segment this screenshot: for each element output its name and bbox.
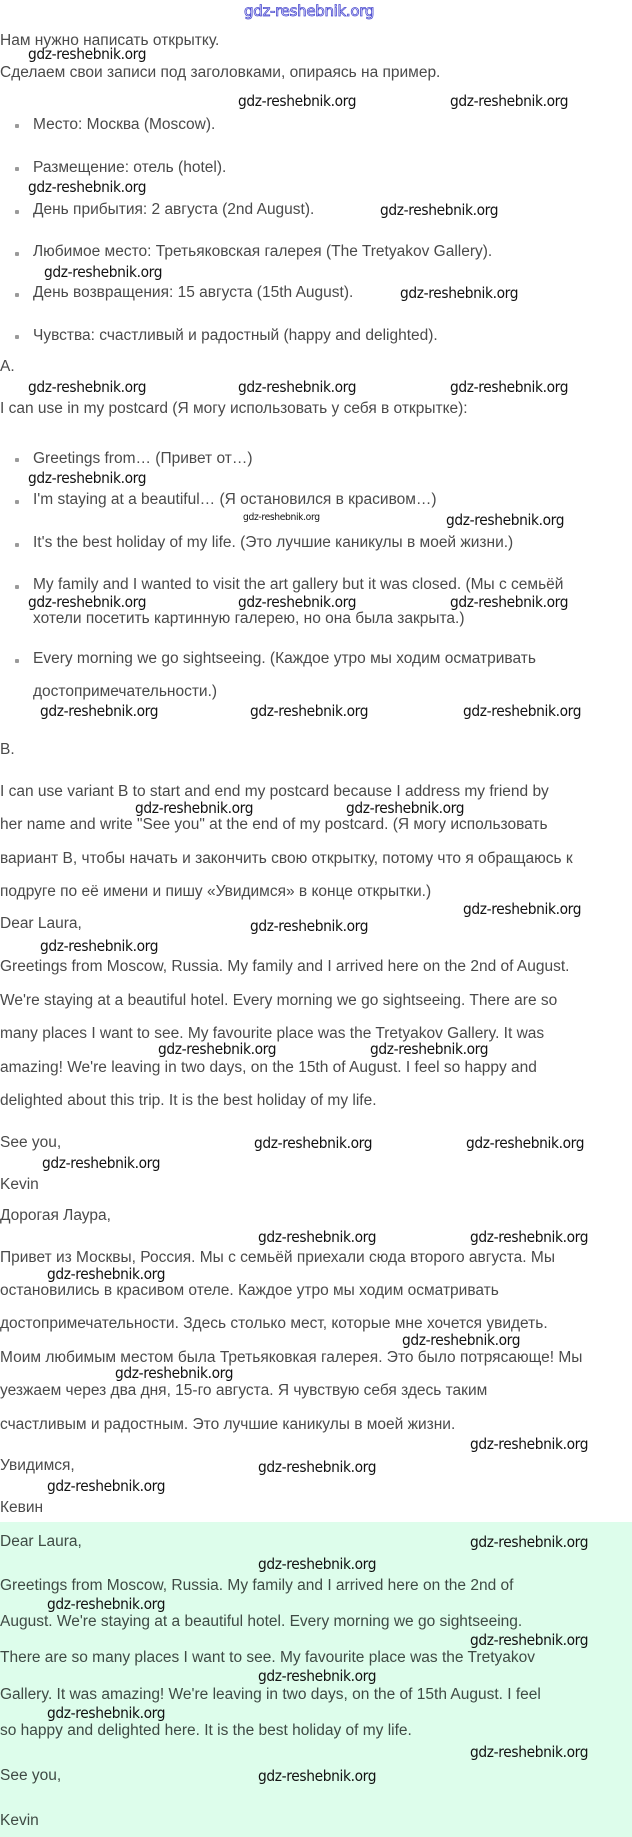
watermark-text: gdz-reshebnik.org [470, 1631, 589, 1649]
watermark-text: gdz-reshebnik.org [450, 378, 569, 396]
section-b-line: вариант В, чтобы начать и закончить свою открытку, потому что я обращаюсь к [0, 850, 573, 867]
watermark-text: gdz-reshebnik.org [28, 469, 147, 487]
watermark-text: gdz-reshebnik.org [47, 1704, 166, 1722]
note-item: Чувства: счастливый и радостный (happy and delighted). [33, 327, 438, 344]
model-body-line: August. We're staying at a beautiful hotel. Every morning we go sightseeing. [0, 1613, 523, 1630]
watermark-text: gdz-reshebnik.org [115, 1364, 234, 1382]
model-greeting: Dear Laura, [0, 1533, 82, 1550]
watermark-text: gdz-reshebnik.org [28, 45, 147, 63]
bullet-icon [15, 252, 19, 256]
section-a-label: A. [0, 358, 15, 375]
bullet-icon [15, 124, 19, 128]
watermark-text: gdz-reshebnik.org [250, 702, 369, 720]
watermark-text: gdz-reshebnik.org [470, 1435, 589, 1453]
phrase-item: I'm staying at a beautiful… (Я остановился в красивом…) [33, 491, 437, 508]
watermark-text: gdz-reshebnik.org [470, 1743, 589, 1761]
watermark-text: gdz-reshebnik.org [470, 1533, 589, 1551]
model-body-line: Greetings from Moscow, Russia. My family and I arrived here on the 2nd of [0, 1577, 514, 1594]
watermark-text: gdz-reshebnik.org [346, 799, 465, 817]
note-item: День возвращения: 15 августа (15th August). [33, 284, 354, 301]
watermark-text: gdz-reshebnik.org [238, 593, 357, 611]
watermark-text: gdz-reshebnik.org [463, 702, 582, 720]
watermark-text: gdz-reshebnik.org [28, 593, 147, 611]
section-b-line: подруге по её имени и пишу «Увидимся» в конце открытки.) [0, 883, 432, 900]
phrase-item-continued: достопримечательности.) [33, 683, 218, 700]
postcard-body-line: delighted about this trip. It is the best holiday of my life. [0, 1092, 377, 1109]
bullet-icon [15, 167, 19, 171]
postcard-body-line: Моим любимым местом была Третьяковкая галерея. Это было потрясающе! Мы [0, 1349, 583, 1366]
note-item: Любимое место: Третьяковская галерея (The Tretyakov Gallery). [33, 243, 493, 260]
postcard-body-line: Greetings from Moscow, Russia. My family and I arrived here on the 2nd of August. [0, 958, 570, 975]
watermark-text: gdz-reshebnik.org [47, 1265, 166, 1283]
watermark-text: gdz-reshebnik.org [254, 1134, 373, 1152]
watermark-text: gdz-reshebnik.org [402, 1331, 521, 1349]
watermark-text: gdz-reshebnik.org [463, 900, 582, 918]
postcard-body-line: We're staying at a beautiful hotel. Every morning we go sightseeing. There are so [0, 992, 558, 1009]
model-closing: See you, [0, 1767, 62, 1784]
model-body-line: Gallery. It was amazing! We're leaving in two days, on the of 15th August. I feel [0, 1686, 541, 1703]
postcard-closing: See you, [0, 1134, 62, 1151]
phrase-item: Every morning we go sightseeing. (Каждое утро мы ходим осматривать [33, 650, 536, 667]
watermark-text: gdz-reshebnik.org [370, 1040, 489, 1058]
bullet-icon [15, 585, 19, 589]
postcard-closing: Увидимся, [0, 1457, 75, 1474]
watermark-text: gdz-reshebnik.org [258, 1555, 377, 1573]
bullet-icon [15, 659, 19, 663]
watermark-text: gdz-reshebnik.org [450, 593, 569, 611]
bullet-icon [15, 500, 19, 504]
postcard-body-line: many places I want to see. My favourite place was the Tretyakov Gallery. It was [0, 1025, 545, 1042]
note-item: День прибытия: 2 августа (2nd August). [33, 201, 315, 218]
watermark-text: gdz-reshebnik.org [135, 799, 254, 817]
postcard-signature: Kevin [0, 1176, 39, 1193]
model-body-line: There are so many places I want to see. My favourite place was the Tretyakov [0, 1649, 535, 1666]
watermark-text: gdz-reshebnik.org [42, 1154, 161, 1172]
watermark-text: gdz-reshebnik.org [44, 263, 163, 281]
watermark-text: gdz-reshebnik.org [40, 937, 159, 955]
watermark-text: gdz-reshebnik.org [450, 92, 569, 110]
phrase-item: My family and I wanted to visit the art gallery but it was closed. (Мы с семьёй [33, 576, 564, 593]
watermark-text: gdz-reshebnik.org [250, 917, 369, 935]
phrase-item: Greetings from… (Привет от…) [33, 450, 253, 467]
watermark-text: gdz-reshebnik.org [243, 512, 320, 523]
postcard-greeting: Dear Laura, [0, 915, 82, 932]
watermark-text: gdz-reshebnik.org [258, 1667, 377, 1685]
postcard-body-line: достопримечательности. Здесь столько мест, которые мне хочется увидеть. [0, 1315, 548, 1332]
postcard-body-line: счастливым и радостным. Это лучшие каникулы в моей жизни. [0, 1416, 456, 1433]
phrase-item: It's the best holiday of my life. (Это лучшие каникулы в моей жизни.) [33, 534, 514, 551]
bullet-icon [15, 293, 19, 297]
watermark-text: gdz-reshebnik.org [28, 178, 147, 196]
watermark-text: gdz-reshebnik.org [238, 378, 357, 396]
section-b-line: I can use variant B to start and end my postcard because I address my friend by [0, 783, 549, 800]
watermark-text: gdz-reshebnik.org [400, 284, 519, 302]
watermark-text: gdz-reshebnik.org [47, 1477, 166, 1495]
postcard-body-line: остановились в красивом отеле. Каждое утро мы ходим осматривать [0, 1282, 499, 1299]
bullet-icon [15, 210, 19, 214]
phrase-item-continued: хотели посетить картинную галерею, но она была закрыта.) [33, 610, 465, 627]
bullet-icon [15, 543, 19, 547]
watermark-text: gdz-reshebnik.org [158, 1040, 277, 1058]
section-b-line: her name and write "See you" at the end of my postcard. (Я могу использовать [0, 816, 548, 833]
watermark-text: gdz-reshebnik.org [258, 1767, 377, 1785]
watermark-text: gdz-reshebnik.org [40, 702, 159, 720]
model-signature: Kevin [0, 1812, 39, 1829]
intro-line-2: Сделаем свои записи под заголовками, опираясь на пример. [0, 64, 441, 81]
watermark-text: gdz-reshebnik.org [470, 1228, 589, 1246]
site-watermark-header[interactable]: gdz-reshebnik.org [244, 2, 375, 20]
postcard-body-line: amazing! We're leaving in two days, on the 15th of August. I feel so happy and [0, 1059, 537, 1076]
postcard-body-line: уезжаем через два дня, 15-го августа. Я чувствую себя здесь таким [0, 1382, 488, 1399]
watermark-text: gdz-reshebnik.org [446, 511, 565, 529]
model-body-line: so happy and delighted here. It is the best holiday of my life. [0, 1722, 412, 1739]
section-a-intro: I can use in my postcard (Я могу использовать у себя в открытке): [0, 400, 468, 417]
bullet-icon [15, 335, 19, 339]
postcard-greeting: Дорогая Лаура, [0, 1207, 111, 1224]
watermark-text: gdz-reshebnik.org [238, 92, 357, 110]
watermark-text: gdz-reshebnik.org [47, 1595, 166, 1613]
postcard-body-line: Привет из Москвы, Россия. Мы с семьёй приехали сюда второго августа. Мы [0, 1249, 555, 1266]
watermark-text: gdz-reshebnik.org [258, 1228, 377, 1246]
bullet-icon [15, 458, 19, 462]
watermark-text: gdz-reshebnik.org [28, 378, 147, 396]
postcard-signature: Кевин [0, 1499, 44, 1516]
note-item: Размещение: отель (hotel). [33, 159, 227, 176]
note-item: Место: Москва (Moscow). [33, 116, 216, 133]
watermark-text: gdz-reshebnik.org [466, 1134, 585, 1152]
watermark-text: gdz-reshebnik.org [380, 201, 499, 219]
intro-line-1: Нам нужно написать открытку. [0, 32, 220, 49]
watermark-text: gdz-reshebnik.org [258, 1458, 377, 1476]
section-b-label: B. [0, 741, 15, 758]
